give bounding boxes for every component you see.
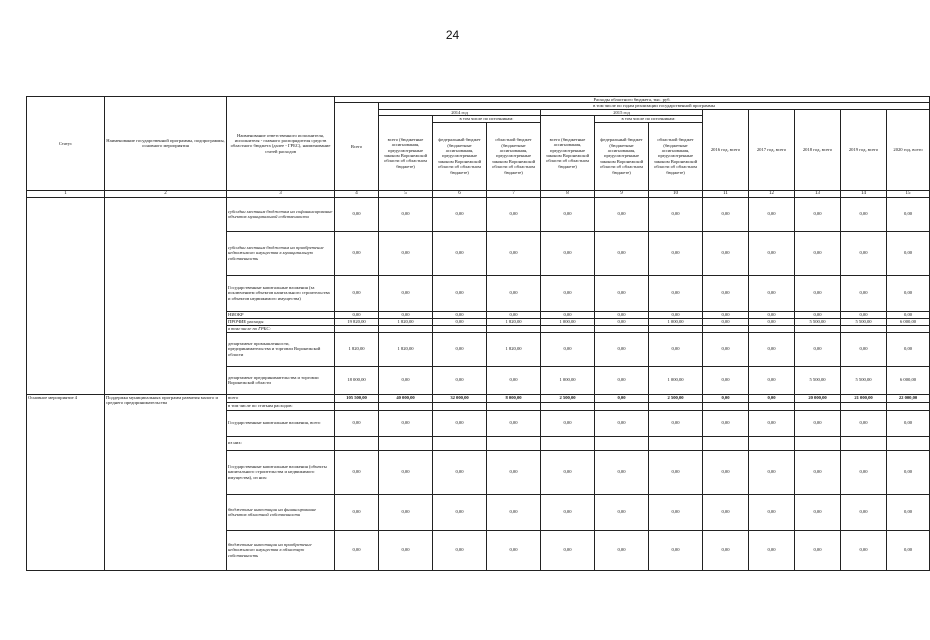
cell-value: [595, 436, 649, 450]
cell-value: 0,00: [841, 450, 887, 494]
cell-value: 2 500,00: [649, 394, 703, 402]
cell-value: [887, 325, 930, 332]
header-2014: 2014 год: [379, 109, 541, 115]
column-number: 4: [335, 190, 379, 197]
header-2017: 2017 год, всего: [749, 109, 795, 190]
cell-value: 0,00: [379, 197, 433, 231]
row-label: всего: [227, 394, 335, 402]
cell-value: 0,00: [541, 494, 595, 530]
program-cell-empty: [105, 197, 227, 394]
cell-value: 0,00: [887, 530, 930, 570]
header-2016: 2016 год, всего: [703, 109, 749, 190]
row-label: бюджетные инвестиции на финансирование объектов областной собственности: [227, 494, 335, 530]
cell-value: 0,00: [749, 275, 795, 311]
cell-value: 0,00: [887, 410, 930, 436]
cell-value: 0,00: [379, 450, 433, 494]
cell-value: [749, 402, 795, 410]
cell-value: 0,00: [749, 366, 795, 394]
cell-value: [487, 402, 541, 410]
cell-value: 0,00: [795, 275, 841, 311]
column-number: 1: [27, 190, 105, 197]
row-label: департамент промышленности, предпринимательства и торговли Воронежской области: [227, 332, 335, 366]
row-label: субсидии местным бюджетам на софинансирование объектов муниципальной собственности: [227, 197, 335, 231]
cell-value: [433, 436, 487, 450]
cell-value: 0,00: [649, 275, 703, 311]
cell-value: 32 000,00: [433, 394, 487, 402]
cell-value: [649, 402, 703, 410]
cell-value: 0,00: [795, 530, 841, 570]
cell-value: 0,00: [541, 410, 595, 436]
cell-value: 5 500,00: [795, 318, 841, 325]
column-number: 11: [703, 190, 749, 197]
cell-value: 0,00: [595, 450, 649, 494]
cell-value: [541, 402, 595, 410]
cell-value: 0,00: [379, 231, 433, 275]
cell-value: 0,00: [379, 366, 433, 394]
table-row: [27, 197, 930, 231]
cell-value: 0,00: [335, 197, 379, 231]
cell-value: [335, 325, 379, 332]
cell-value: [433, 325, 487, 332]
budget-table: [26, 96, 930, 571]
cell-value: 0,00: [487, 410, 541, 436]
cell-value: [841, 325, 887, 332]
cell-value: 0,00: [541, 332, 595, 366]
row-label: в том числе по ГРБС:: [227, 325, 335, 332]
cell-value: 0,00: [649, 332, 703, 366]
cell-value: [795, 436, 841, 450]
cell-value: 0,00: [335, 275, 379, 311]
header-2014-total: всего (бюджетные ассигнования, предусмотренные законом Воронежской области об областном бюджете): [379, 116, 433, 190]
cell-value: 0,00: [703, 231, 749, 275]
row-label: ПРОЧИЕ расходы: [227, 318, 335, 325]
page-number: 24: [445, 28, 460, 42]
cell-value: 0,00: [795, 197, 841, 231]
cell-value: 0,00: [703, 410, 749, 436]
cell-value: 0,00: [649, 410, 703, 436]
cell-value: 0,00: [595, 410, 649, 436]
cell-value: 0,00: [595, 394, 649, 402]
cell-value: [887, 402, 930, 410]
cell-value: 0,00: [887, 197, 930, 231]
cell-value: 0,00: [541, 530, 595, 570]
cell-value: 0,00: [887, 275, 930, 311]
cell-value: 0,00: [433, 318, 487, 325]
cell-value: 0,00: [595, 530, 649, 570]
cell-value: 0,00: [487, 275, 541, 311]
cell-value: 0,00: [487, 366, 541, 394]
cell-value: 0,00: [433, 494, 487, 530]
cell-value: 0,00: [703, 311, 749, 318]
cell-value: 0,00: [887, 311, 930, 318]
header-total: Всего: [335, 103, 379, 190]
cell-value: 0,00: [649, 311, 703, 318]
cell-value: 1 820,00: [379, 318, 433, 325]
cell-value: 0,00: [703, 494, 749, 530]
cell-value: 1 820,00: [379, 332, 433, 366]
column-number: 14: [841, 190, 887, 197]
cell-value: 0,00: [433, 410, 487, 436]
cell-value: 0,00: [795, 450, 841, 494]
cell-value: 0,00: [487, 450, 541, 494]
cell-value: 5 500,00: [841, 318, 887, 325]
cell-value: 0,00: [335, 311, 379, 318]
cell-value: [749, 436, 795, 450]
header-status: Статус: [27, 97, 105, 191]
cell-value: 1 820,00: [487, 332, 541, 366]
cell-value: 19 820,00: [335, 318, 379, 325]
cell-value: 0,00: [887, 332, 930, 366]
cell-value: 0,00: [487, 494, 541, 530]
header-2015-federal: федеральный бюджет (бюджетные ассигнования, предусмотренные законом Воронежской области об областном бюджете): [595, 122, 649, 190]
cell-value: 0,00: [595, 197, 649, 231]
cell-value: 0,00: [433, 311, 487, 318]
cell-value: 0,00: [487, 311, 541, 318]
cell-value: [487, 325, 541, 332]
cell-value: 0,00: [703, 318, 749, 325]
cell-value: [887, 436, 930, 450]
cell-value: [433, 402, 487, 410]
header-2015-sources: в том числе по источникам:: [595, 116, 703, 122]
cell-value: 0,00: [541, 450, 595, 494]
cell-value: 0,00: [749, 332, 795, 366]
cell-value: [335, 402, 379, 410]
header-2014-regional: областной бюджет (бюджетные ассигнования, предусмотренные законом Воронежской области об областном бюджете): [487, 122, 541, 190]
cell-value: [379, 325, 433, 332]
cell-value: 0,00: [433, 530, 487, 570]
cell-value: 0,00: [749, 410, 795, 436]
row-label: Государственные капитальные вложения (объекты капитального строительства и недвижимого имущества), из них:: [227, 450, 335, 494]
cell-value: [703, 436, 749, 450]
cell-value: 0,00: [703, 197, 749, 231]
cell-value: 0,00: [841, 332, 887, 366]
header-2015-total: всего (бюджетные ассигнования, предусмотренные законом Воронежской области об областном бюджете): [541, 116, 595, 190]
cell-value: 0,00: [649, 530, 703, 570]
cell-value: 0,00: [841, 231, 887, 275]
cell-value: 0,00: [749, 197, 795, 231]
cell-value: 0,00: [841, 410, 887, 436]
header-expenses: Расходы областного бюджета, тыс. руб.: [335, 97, 930, 103]
cell-value: 1 000,00: [649, 318, 703, 325]
cell-value: 0,00: [595, 311, 649, 318]
column-number: 15: [887, 190, 930, 197]
cell-value: 0,00: [433, 275, 487, 311]
cell-value: 6 000,00: [887, 366, 930, 394]
cell-value: 0,00: [379, 494, 433, 530]
cell-value: 0,00: [379, 311, 433, 318]
column-number: 7: [487, 190, 541, 197]
cell-value: 0,00: [841, 275, 887, 311]
cell-value: 1 000,00: [541, 366, 595, 394]
cell-value: 0,00: [749, 450, 795, 494]
cell-value: [795, 325, 841, 332]
cell-value: [841, 402, 887, 410]
cell-value: 0,00: [433, 450, 487, 494]
row-label: НИОКР: [227, 311, 335, 318]
column-number: 8: [541, 190, 595, 197]
cell-value: 0,00: [595, 318, 649, 325]
cell-value: 0,00: [379, 275, 433, 311]
cell-value: 0,00: [541, 231, 595, 275]
header-2018: 2018 год, всего: [795, 109, 841, 190]
cell-value: 0,00: [649, 197, 703, 231]
status-cell-empty: [27, 197, 105, 394]
cell-value: 0,00: [795, 494, 841, 530]
cell-value: 0,00: [841, 197, 887, 231]
cell-value: 0,00: [795, 311, 841, 318]
cell-value: 0,00: [841, 530, 887, 570]
column-number: 3: [227, 190, 335, 197]
cell-value: 0,00: [541, 311, 595, 318]
cell-value: 0,00: [703, 394, 749, 402]
cell-value: 0,00: [749, 311, 795, 318]
cell-value: 22 000,00: [887, 394, 930, 402]
cell-value: 0,00: [487, 231, 541, 275]
column-number-row: [27, 190, 930, 197]
cell-value: 0,00: [649, 494, 703, 530]
cell-value: [379, 402, 433, 410]
cell-value: 0,00: [335, 530, 379, 570]
cell-value: 5 500,00: [841, 366, 887, 394]
cell-value: 21 000,00: [841, 394, 887, 402]
cell-value: 0,00: [749, 394, 795, 402]
row-label: Государственные капитальные вложения (за исключением объектов капитального строительства и объектов недвижимого имущества): [227, 275, 335, 311]
row-label: из них:: [227, 436, 335, 450]
cell-value: 0,00: [841, 494, 887, 530]
cell-value: 0,00: [887, 450, 930, 494]
cell-value: 0,00: [887, 494, 930, 530]
cell-value: 40 000,00: [379, 394, 433, 402]
cell-value: [541, 325, 595, 332]
cell-value: 18 000,00: [335, 366, 379, 394]
cell-value: 0,00: [541, 197, 595, 231]
cell-value: 0,00: [487, 530, 541, 570]
cell-value: 0,00: [841, 311, 887, 318]
cell-value: 0,00: [335, 450, 379, 494]
cell-value: [703, 325, 749, 332]
row-label: субсидии местным бюджетам на приобретение недвижимого имущества в муниципальную собственность: [227, 231, 335, 275]
header-2020: 2020 год, всего: [887, 109, 930, 190]
cell-value: [487, 436, 541, 450]
cell-value: 0,00: [379, 530, 433, 570]
header-2014-federal: федеральный бюджет (бюджетные ассигнования, предусмотренные законом Воронежской области об областном бюджете): [433, 122, 487, 190]
column-number: 6: [433, 190, 487, 197]
column-number: 5: [379, 190, 433, 197]
row-label: Государственные капитальные вложения, всего: [227, 410, 335, 436]
cell-value: 0,00: [703, 530, 749, 570]
cell-value: 0,00: [335, 410, 379, 436]
column-number: 2: [105, 190, 227, 197]
cell-value: 0,00: [433, 231, 487, 275]
event4-name: Поддержка муниципальных программ развития малого и среднего предпринимательства: [105, 394, 227, 570]
cell-value: 105 500,00: [335, 394, 379, 402]
cell-value: 0,00: [595, 494, 649, 530]
cell-value: 0,00: [379, 410, 433, 436]
header-by-years: в том числе по годам реализации государственной программы: [379, 103, 930, 109]
cell-value: 8 000,00: [487, 394, 541, 402]
cell-value: 0,00: [595, 332, 649, 366]
cell-value: 1 820,00: [335, 332, 379, 366]
cell-value: 1 000,00: [649, 366, 703, 394]
cell-value: 0,00: [703, 366, 749, 394]
cell-value: 0,00: [749, 530, 795, 570]
cell-value: 0,00: [541, 275, 595, 311]
cell-value: [379, 436, 433, 450]
cell-value: 0,00: [649, 450, 703, 494]
cell-value: 0,00: [433, 366, 487, 394]
cell-value: 0,00: [703, 275, 749, 311]
cell-value: 0,00: [595, 366, 649, 394]
cell-value: [595, 325, 649, 332]
cell-value: 0,00: [749, 494, 795, 530]
cell-value: 0,00: [433, 197, 487, 231]
cell-value: 0,00: [703, 332, 749, 366]
cell-value: 1 820,00: [487, 318, 541, 325]
cell-value: 0,00: [795, 332, 841, 366]
cell-value: [749, 325, 795, 332]
column-number: 12: [749, 190, 795, 197]
cell-value: 6 000,00: [887, 318, 930, 325]
cell-value: 0,00: [595, 231, 649, 275]
cell-value: 20 000,00: [795, 394, 841, 402]
cell-value: 0,00: [649, 231, 703, 275]
row-label: департамент предпринимательства и торговли Воронежской области: [227, 366, 335, 394]
header-2015-regional: областной бюджет (бюджетные ассигнования, предусмотренные законом Воронежской области об областном бюджете): [649, 122, 703, 190]
cell-value: 1 000,00: [541, 318, 595, 325]
cell-value: 0,00: [795, 231, 841, 275]
cell-value: [595, 402, 649, 410]
header-2015: 2015 год: [541, 109, 703, 115]
column-number: 13: [795, 190, 841, 197]
cell-value: 0,00: [335, 494, 379, 530]
header-2014-sources: в том числе по источникам:: [433, 116, 541, 122]
row-label: в том числе по статьям расходов:: [227, 402, 335, 410]
cell-value: 0,00: [749, 318, 795, 325]
column-number: 9: [595, 190, 649, 197]
header-grbs: Наименование ответственного исполнителя, исполнителя - главного распорядителя средств областного бюджета (далее - ГРБС), наименование статей расходов: [227, 97, 335, 191]
cell-value: 0,00: [433, 332, 487, 366]
cell-value: 0,00: [749, 231, 795, 275]
cell-value: 2 500,00: [541, 394, 595, 402]
cell-value: 0,00: [795, 410, 841, 436]
cell-value: [795, 402, 841, 410]
cell-value: [541, 436, 595, 450]
table-row: [27, 394, 930, 402]
header-2019: 2019 год, всего: [841, 109, 887, 190]
cell-value: 0,00: [335, 231, 379, 275]
cell-value: 0,00: [487, 197, 541, 231]
cell-value: [841, 436, 887, 450]
cell-value: [649, 436, 703, 450]
cell-value: 5 500,00: [795, 366, 841, 394]
cell-value: 0,00: [703, 450, 749, 494]
cell-value: 0,00: [887, 231, 930, 275]
column-number: 10: [649, 190, 703, 197]
cell-value: [335, 436, 379, 450]
cell-value: [703, 402, 749, 410]
cell-value: 0,00: [595, 275, 649, 311]
event4-status: Основное мероприятие 4: [27, 394, 105, 570]
header-program-name: Наименование государственной программы, подпрограммы, основного мероприятия: [105, 97, 227, 191]
cell-value: [649, 325, 703, 332]
row-label: бюджетные инвестиции на приобретение недвижимого имущества в областную собственность: [227, 530, 335, 570]
